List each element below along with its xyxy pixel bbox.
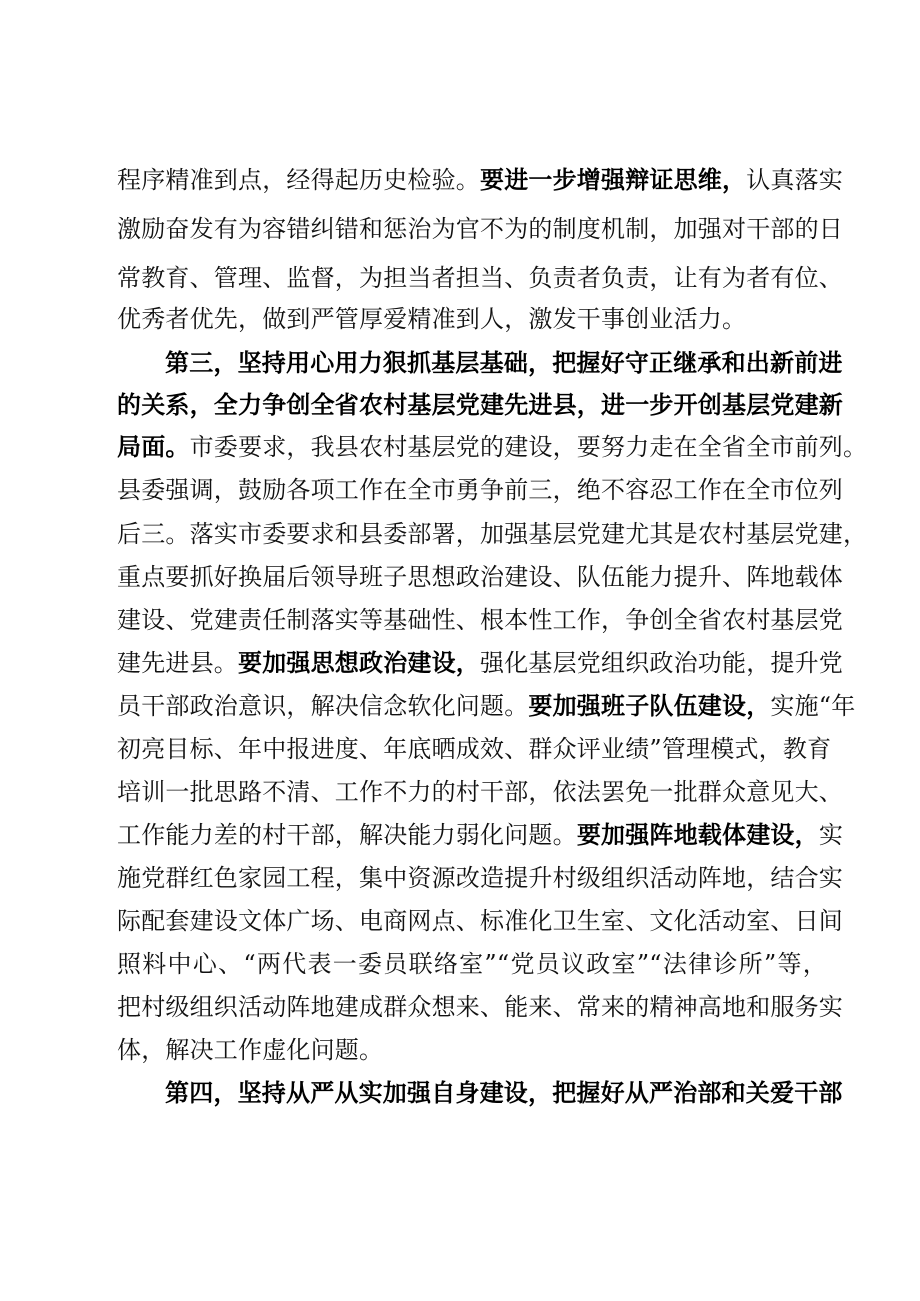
text-line: [117, 303, 827, 335]
text-line: [117, 819, 844, 851]
text-line: [117, 905, 843, 937]
text-line: [117, 862, 843, 894]
bold-text-segment: 的关系，全力争创全省农村基层党建先进县，进一步开创基层党建新: [117, 391, 843, 419]
text-segment: 工作能力差的村干部，解决能力弱化问题。: [117, 821, 577, 849]
section-heading-line: [117, 389, 843, 421]
bold-text-segment: 第四，坚持从严从实加强自身建设，把握好从严治部和关爱干部: [165, 1079, 843, 1107]
text-segment: 际配套建设文体广场、电商网点、标准化卫生室、文化活动室、日间: [117, 907, 843, 935]
bold-text-segment: 要进一步增强辩证思维，: [480, 166, 747, 194]
text-segment: 市委要求，我县农村基层党的建设，要努力走在全省全市前列。: [189, 433, 868, 461]
text-segment: 实施“年: [770, 692, 856, 720]
text-segment: 后三。落实市委要求和县委部署，加强基层党建尤其是农村基层党建，: [117, 520, 868, 548]
text-segment: 优秀者优先，做到严管厚爱精准到人，激发干事创业活力。: [117, 305, 747, 333]
text-segment: 把村级组织活动阵地建成群众想来、能来、常来的精神高地和服务实: [117, 993, 843, 1021]
text-segment: 施党群红色家园工程，集中资源改造提升村级组织活动阵地，结合实: [117, 864, 843, 892]
text-segment: 培训一批思路不清、工作不力的村干部，依法罢免一批群众意见大、: [117, 778, 843, 806]
text-line: [117, 604, 843, 636]
text-segment: 建设、党建责任制落实等基础性、根本性工作，争创全省农村基层党: [117, 606, 843, 634]
text-line: [117, 991, 843, 1023]
bold-text-segment: 要加强阵地载体建设，: [576, 821, 819, 849]
text-line: [117, 164, 844, 196]
section-heading-line: [165, 347, 843, 379]
section-heading-line: [165, 1077, 843, 1109]
text-line: [117, 948, 827, 980]
bold-text-segment: 要加强班子队伍建设，: [528, 692, 771, 720]
text-line: [117, 431, 868, 463]
text-segment: 员干部政治意识，解决信念软化问题。: [117, 692, 529, 720]
text-line: [117, 733, 832, 765]
text-line: [117, 518, 868, 550]
text-segment: 激励奋发有为容错纠错和惩治为官不为的制度机制，加强对干部的日: [117, 215, 843, 243]
bold-text-segment: 局面。: [117, 433, 190, 461]
bold-text-segment: 第三，坚持用心用力狠抓基层基础，把握好守正继承和出新前进: [165, 349, 843, 377]
text-line: [117, 647, 843, 679]
text-segment: 照料中心、“两代表一委员联络室”“党员议政室”“法律诊所”等，: [117, 950, 827, 978]
text-line: [117, 213, 843, 245]
text-segment: 体，解决工作虚化问题。: [117, 1036, 384, 1064]
text-segment: 实: [818, 821, 844, 849]
text-segment: 初亮目标、年中报进度、年底晒成效、群众评业绩”管理模式，教育: [117, 735, 832, 763]
text-line: [117, 1034, 827, 1066]
text-line: [117, 776, 843, 808]
text-segment: 重点要抓好换届后领导班子思想政治建设、队伍能力提升、阵地载体: [117, 563, 843, 591]
text-line: [117, 690, 856, 722]
bold-text-segment: 要加强思想政治建设，: [238, 649, 480, 677]
text-line: [117, 474, 843, 506]
text-segment: 程序精准到点，经得起历史检验。: [117, 166, 480, 194]
text-segment: 县委强调，鼓励各项工作在全市勇争前三，绝不容忍工作在全市位列: [117, 476, 843, 504]
text-segment: 常教育、管理、监督，为担当者担当、负责者负责，让有为者有位、: [117, 264, 843, 292]
text-segment: 认真落实: [746, 166, 844, 194]
text-segment: 建先进县。: [117, 649, 238, 677]
text-segment: 强化基层党组织政治功能，提升党: [480, 649, 843, 677]
text-line: [117, 561, 843, 593]
text-line: [117, 262, 843, 294]
